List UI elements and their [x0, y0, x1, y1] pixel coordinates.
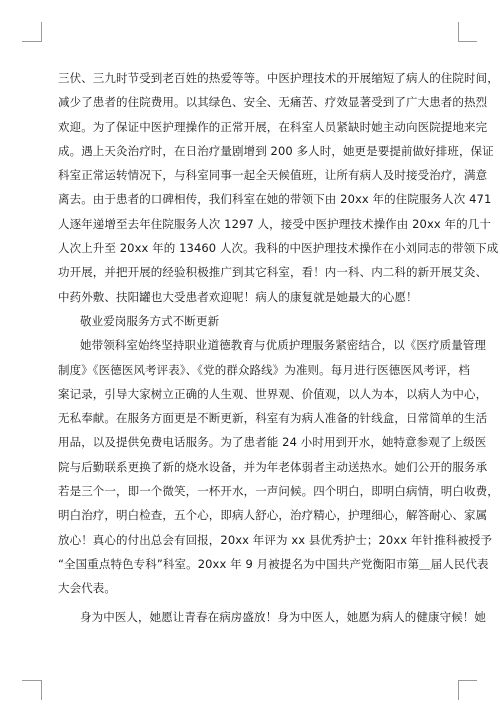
text-line: 案记录，引导大家树立正确的人生观、世界观、价值观，以人为本，以病人为中心， [58, 386, 488, 401]
section-heading: 敬业爱岗服务方式不断更新 [80, 313, 220, 328]
closing-line: 身为中医人，她愿让青春在病房盛放！身为中医人，她愿为病人的健康守候！她 [80, 609, 486, 624]
crop-mark-top-left [41, 22, 42, 42]
text-line: 无私奉献。在服务方面更是不断更新，科室有为病人准备的针线盒，日常简单的生活 [58, 411, 488, 426]
text-line: 若是三个一，即一个微笑，一杯开水，一声问候。四个明白，即明白病情，明白收费， [58, 484, 499, 499]
text-line: 三伏、三九时节受到老百姓的热爱等等。中医护理技术的开展缩短了病人的住院时间， [58, 71, 499, 85]
crop-mark-bottom-right [458, 680, 459, 700]
text-line: 欢迎。为了保证中医护理操作的正常开展，在科室人员紧缺时她主动向医院提地来完 [58, 119, 488, 134]
crop-mark-bottom-left [22, 680, 41, 681]
text-line: 放心！真心的付出总会有回报，20xx 年评为 xx 县优秀护士；20xx 年针推科被授予 [58, 532, 493, 547]
text-line: 大会代表。 [58, 581, 116, 596]
document-body [58, 66, 499, 629]
text-line: 成。遇上天灸治疗时，在日治疗量剧增到 200 多人时，她更是要提前做好排班，保证 [58, 143, 494, 158]
text-line: 院与后勤联系更换了新的烧水设备，并为年老体弱者主动送热水。她们公开的服务承 [58, 459, 488, 474]
text-line: 离去。由于患者的口碑相传，我们科室在她的带领下由 20xx 年的住院服务人次 471 [58, 192, 492, 207]
paragraph-1 [58, 66, 499, 309]
text-line: “全国重点特色专科”科室。20xx 年 9 月被提名为中国共产党衡阳市第＿届人民代表 [58, 556, 489, 571]
crop-mark-bottom-left [41, 680, 42, 700]
text-line: 明白治疗，明白检查，五个心，即病人舒心，治疗精心，护理细心，解答耐心、家属 [58, 508, 488, 523]
text-line: 中药外敷、扶阳罐也大受患者欢迎呢！病人的康复就是她最大的心愿！ [58, 289, 418, 304]
text-line: 她带领科室始终坚持职业道德教育与优质护理服务紧密结合，以《医疗质量管理 [80, 338, 486, 353]
text-line: 科室正常运转情况下，与科室同事一起全天候值班，让所有病人及时接受治疗，满意 [58, 168, 488, 183]
text-line: 人逐年递增至去年住院服务人次 1297 人，接受中医护理技术操作由 20xx 年的几十 [58, 216, 491, 231]
crop-mark-top-right [458, 41, 477, 42]
crop-mark-top-right [458, 22, 459, 42]
text-line: 制度》《医德医风考评表》、《党的群众路线》为准则。每月进行医德医风考评，档 [58, 362, 470, 377]
text-line: 减少了患者的住院费用。以其绿色、安全、无痛苦、疗效显著受到了广大患者的热烈 [58, 95, 488, 110]
crop-mark-top-left [22, 41, 41, 42]
paragraph-2 [58, 333, 499, 600]
crop-mark-bottom-right [458, 680, 477, 681]
text-line: 人次上升至 20xx 年的 13460 人次。我科的中医护理技术操作在小刘同志的带领下成 [58, 241, 499, 256]
text-line: 功开展，并把开展的经验积极推广到其它科室，看！内一科、内二科的新开展艾灸、 [58, 265, 488, 280]
text-line: 用品，以及提供免费电话服务。为了患者能 24 小时用到开水，她特意参观了上级医 [58, 435, 487, 450]
